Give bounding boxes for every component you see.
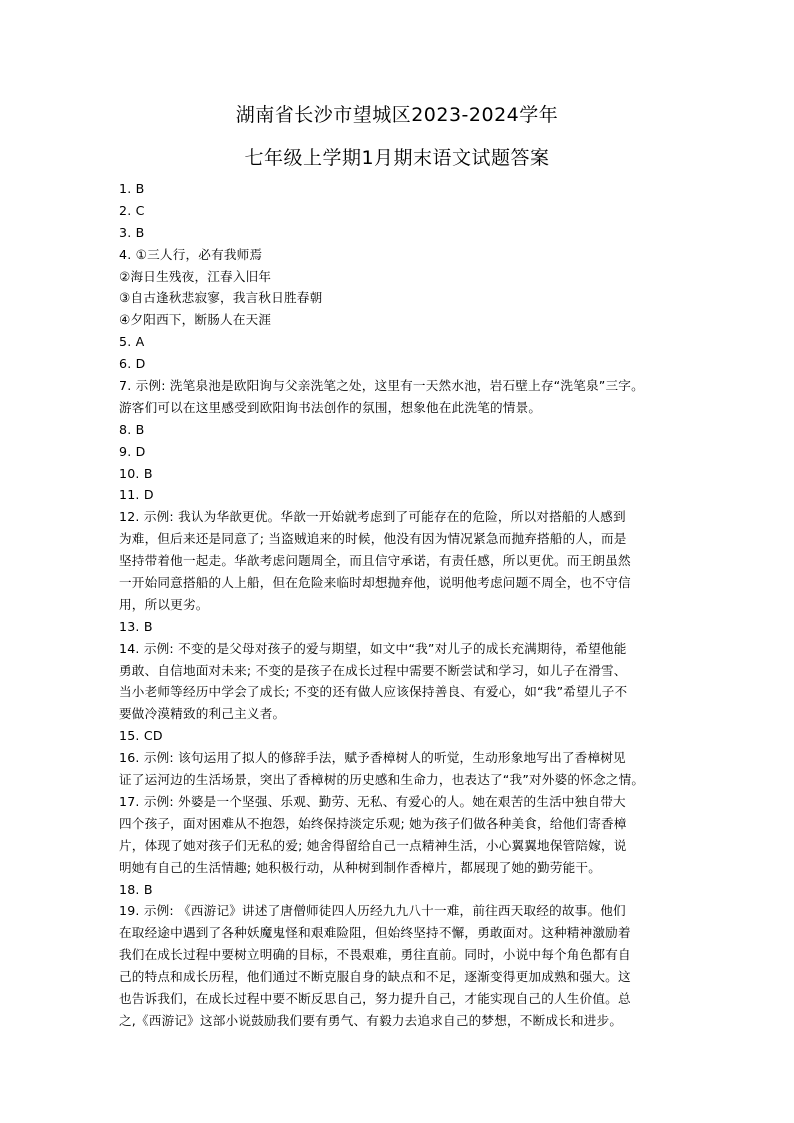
answer-line: 为难，但后来还是同意了; 当盗贼追来的时候，他没有因为情况紧急而抛弃搭船的人，而是 [119, 531, 627, 547]
answer-line: 12. 示例: 我认为华歆更优。华歆一开始就考虑到了可能存在的危险，所以对搭船的人感到 [119, 509, 626, 525]
answer-line: 在取经途中遇到了各种妖魔鬼怪和艰难险阻，但始终坚持不懈，勇敢面对。这种精神激励着 [119, 925, 631, 941]
answer-line: 片，体现了她对孩子们无私的爱; 她舍得留给自己一点精神生活，小心翼翼地保管陪嫁，说 [119, 837, 627, 853]
answer-line: 10. B [119, 465, 153, 481]
answer-line: 6. D [119, 356, 146, 372]
answer-line: 11. D [119, 487, 154, 503]
answer-line: 四个孩子，面对困难从不抱怨，始终保持淡定乐观; 她为孩子们做各种美食，给他们寄香樟 [119, 815, 627, 831]
answer-line: 17. 示例: 外婆是一个坚强、乐观、勤劳、无私、有爱心的人。她在艰苦的生活中独自带大 [119, 793, 626, 809]
document-subtitle: 七年级上学期1月期末语文试题答案 [244, 147, 550, 169]
answer-line: 一开始同意搭船的人上船，但在危险来临时却想抛弃他，说明他考虑问题不周全，也不守信 [119, 575, 631, 591]
answer-line: 9. D [119, 443, 146, 459]
answer-list [119, 178, 689, 1032]
answer-line: ③自古逢秋悲寂寥，我言秋日胜春朝 [119, 290, 323, 306]
answer-line: 8. B [119, 421, 145, 437]
answer-line: 明她有自己的生活情趣; 她积极行动，从种树到制作香樟片，都展现了她的勤劳能干。 [119, 859, 602, 875]
answer-line: 15. CD [119, 728, 163, 744]
answer-line: 3. B [119, 224, 145, 240]
answer-line: 7. 示例: 洗笔泉池是欧阳询与父亲洗笔之处，这里有一天然水池，岩石壁上存“洗笔泉”三字。 [119, 378, 644, 394]
answer-line: 当小老师等经历中学会了成长; 不变的还有做人应该保持善良、有爱心，如“我”希望儿子不 [119, 684, 628, 700]
answer-line: 18. B [119, 881, 153, 897]
answer-line: 之,《西游记》这部小说鼓励我们要有勇气、有毅力去追求自己的梦想，不断成长和进步。 [119, 1012, 623, 1028]
answer-line: 也告诉我们，在成长过程中要不断反思自己，努力提升自己，才能实现自己的人生价值。总 [119, 990, 631, 1006]
answer-line: 己的特点和成长历程，他们通过不断克服自身的缺点和不足，逐渐变得更加成熟和强大。这 [119, 969, 631, 985]
answer-line: ②海日生残夜，江春入旧年 [119, 268, 272, 284]
answer-line: 14. 示例: 不变的是父母对孩子的爱与期望，如文中“我”对儿子的成长充满期待，希望他能 [119, 640, 627, 656]
answer-line: 我们在成长过程中要树立明确的目标，不畏艰难，勇往直前。同时，小说中每个角色都有自 [119, 947, 631, 963]
answer-line: 要做冷漠精致的利己主义者。 [119, 706, 286, 722]
answer-line: 游客们可以在这里感受到欧阳询书法创作的氛围，想象他在此洗笔的情景。 [119, 399, 542, 415]
answer-line: 证了运河边的生活场景，突出了香樟树的历史感和生命力，也表达了“我”对外婆的怀念之情。 [119, 772, 645, 788]
answer-line: 1. B [119, 181, 145, 196]
answer-line: 坚持带着他一起走。华歆考虑问题周全，而且信守承诺，有责任感，所以更优。而王朗虽然 [119, 553, 631, 569]
answer-line: 19. 示例: 《西游记》讲述了唐僧师徒四人历经九九八十一难，前往西天取经的故事。他们 [119, 903, 626, 919]
document-title: 湖南省长沙市望城区2023-2024学年 [235, 104, 559, 126]
answer-line: 13. B [119, 618, 153, 634]
answer-line: 2. C [119, 202, 145, 218]
answer-line: 16. 示例: 该句运用了拟人的修辞手法，赋予香樟树人的听觉，生动形象地写出了香樟树见 [119, 750, 626, 766]
answer-line: 勇敢、自信地面对未来; 不变的是孩子在成长过程中需要不断尝试和学习，如儿子在滑雪、 [119, 662, 627, 678]
answer-line: ④夕阳西下，断肠人在天涯 [119, 312, 272, 328]
answer-line: 4. ①三人行，必有我师焉 [119, 246, 263, 262]
answer-line: 5. A [119, 334, 145, 350]
answer-line: 用，所以更劣。 [119, 596, 209, 612]
